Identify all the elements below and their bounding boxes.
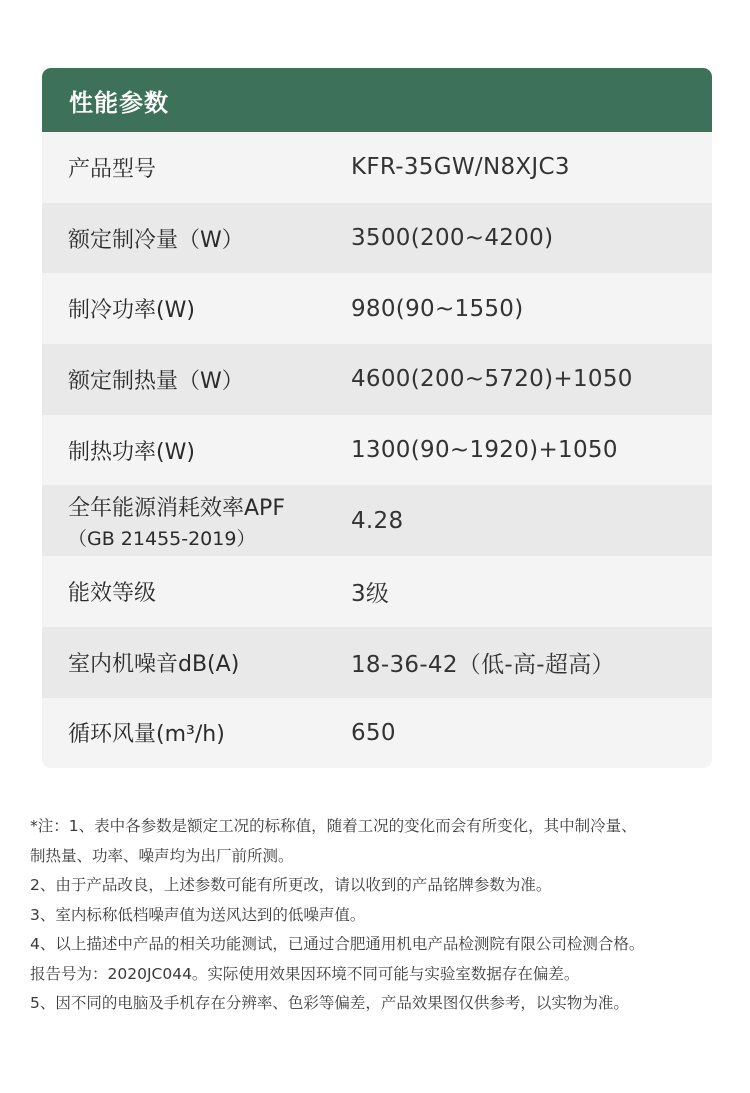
footnote-line: *注：1、表中各参数是额定工况的标称值，随着工况的变化而会有所变化，其中制冷量、 — [30, 817, 637, 835]
spec-sublabel: （GB 21455-2019） — [68, 527, 256, 550]
spec-row-heating-power — [42, 415, 712, 486]
spec-row-airflow — [42, 698, 712, 769]
spec-value: 980(90~1550) — [351, 295, 524, 322]
spec-label: 循环风量(m³/h) — [68, 722, 225, 748]
spec-row-model — [42, 132, 712, 203]
spec-row-cooling-power — [42, 273, 712, 344]
footnote-line: 3、室内标称低档噪声值为送风达到的低噪声值。 — [30, 905, 366, 924]
spec-label: 额定制冷量（W） — [68, 227, 244, 253]
spec-row-apf — [42, 485, 712, 556]
spec-value: 1300(90~1920)+1050 — [351, 437, 618, 464]
spec-value: 650 — [351, 719, 396, 746]
spec-label: 额定制热量（W） — [68, 368, 244, 394]
footnote-line: 制热量、功率、噪声均为出厂前所测。 — [30, 846, 294, 865]
spec-label: 室内机噪音dB(A) — [68, 651, 240, 677]
footnote-line: 报告号为：2020JC044。实际使用效果因环境不同可能与实验室数据存在偏差。 — [30, 964, 580, 983]
footnote-line: 5、因不同的电脑及手机存在分辨率、色彩等偏差，产品效果图仅供参考，以实物为准。 — [30, 994, 629, 1012]
spec-value: KFR-35GW/N8XJC3 — [351, 154, 570, 181]
spec-label: 能效等级 — [68, 580, 157, 606]
spec-value: 3级 — [351, 580, 390, 607]
spec-label: 制冷功率(W) — [68, 298, 195, 324]
spec-value: 3500(200~4200) — [351, 225, 554, 252]
spec-row-rated-heating — [42, 344, 712, 415]
spec-label: 产品型号 — [68, 156, 157, 182]
spec-value: 18-36-42（低-高-超高） — [351, 651, 615, 678]
spec-row-efficiency-grade — [42, 556, 712, 627]
spec-value: 4.28 — [351, 507, 404, 534]
spec-label: 制热功率(W) — [68, 439, 195, 465]
spec-title: 性能参数 — [42, 68, 712, 132]
spec-value: 4600(200~5720)+1050 — [351, 366, 633, 393]
footnote-line: 2、由于产品改良，上述参数可能有所更改，请以收到的产品铭牌参数为准。 — [30, 876, 552, 894]
footnote-line: 4、以上描述中产品的相关功能测试，已通过合肥通用机电产品检测院有限公司检测合格。 — [30, 935, 645, 953]
footnotes — [30, 812, 730, 1019]
spec-row-rated-cooling — [42, 203, 712, 274]
spec-card — [42, 68, 712, 768]
spec-label: 全年能源消耗效率APF — [68, 495, 285, 521]
spec-row-indoor-noise — [42, 627, 712, 698]
